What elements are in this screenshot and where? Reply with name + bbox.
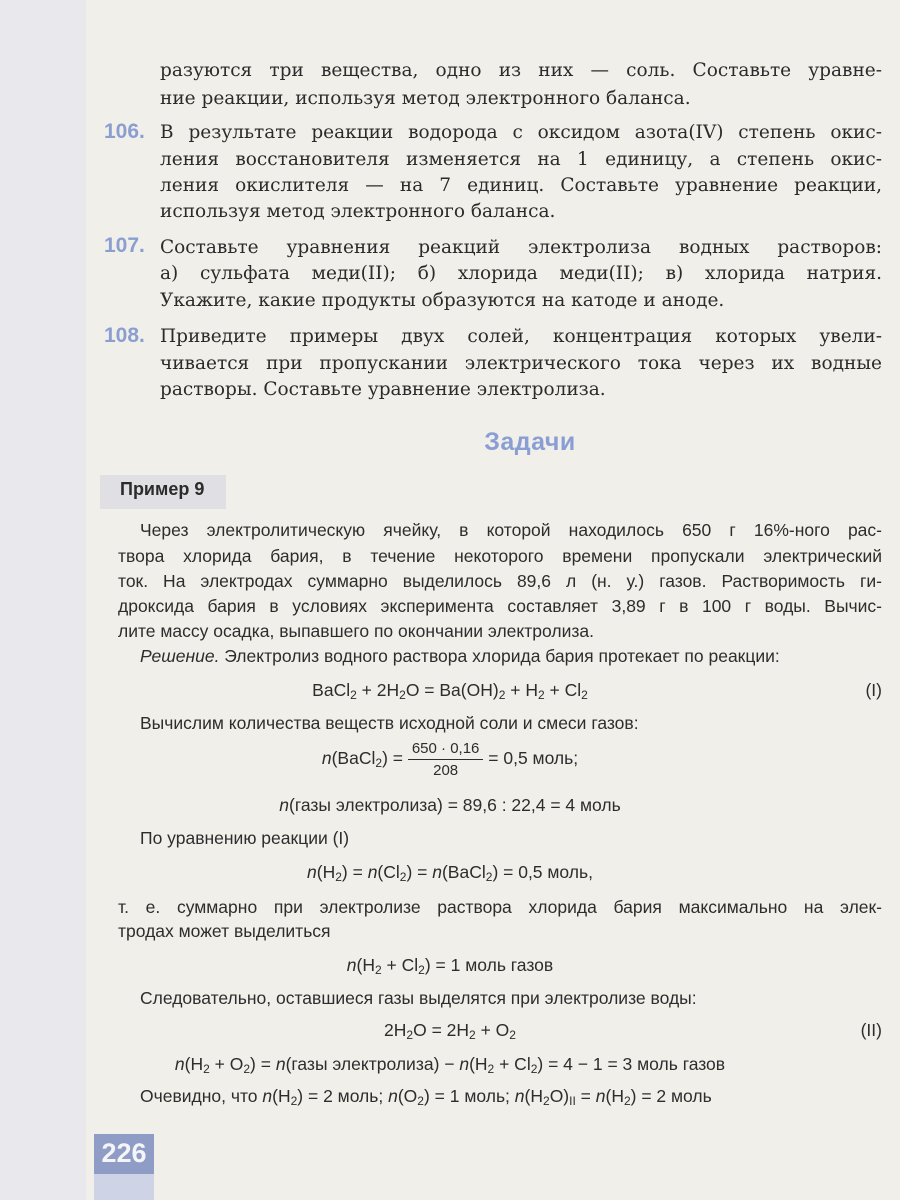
h2o2-formula: $n(H_2 + O_2)$ = n(газы электролиза) − $n(H_2 + Cl_2) = 4 - 1 = 3$ моль газов (174, 1054, 726, 1076)
exercise-number-106: 106. (104, 120, 145, 143)
summary-line-1: т. е. суммарно при электролизе раствора хлорида бария максимально на элек- (118, 897, 882, 917)
equal-moles-result: ) = 0,5 моль, (492, 862, 593, 882)
problem-line-3: ток. На электродах суммарно выделилось 89,6 л (н. у.) газов. Растворимость ги- (118, 571, 882, 591)
ex105-line-2: ние реакции, используя метод электронного баланса. (160, 88, 691, 109)
one-mole-result: ) = 1 моль газов (424, 955, 554, 975)
ex106-line-2: ления восстановителя изменяется на 1 единицу, а степень окис- (160, 149, 882, 170)
ex108-line-1: Приведите примеры двух солей, концентрация которых увели- (160, 326, 882, 347)
ex108-line-3: растворы. Составьте уравнение электролиза. (160, 379, 606, 400)
h2o2-result: ) = 4 − 1 = 3 моль газов (537, 1054, 726, 1074)
problem-line-4: дроксида бария в условиях эксперимента составляет 3,89 г в 100 г воды. Вычис- (118, 596, 882, 616)
ex107-line-3: Укажите, какие продукты образуются на катоде и аноде. (160, 290, 725, 311)
nbacl2-formula: n(BaCl$_2$) = $\frac{650 \cdot 0,16}{208}$ = 0,5 моль; (321, 740, 579, 779)
equation-1: BaCl$_2$ + $2H_2O = Ba(OH)_2 + H_2 + Cl_2$ (312, 680, 588, 702)
gases-formula: n(газы электролиза) = 89,6 : 22,4 = 4 моль (279, 795, 621, 815)
ex106-line-4: используя метод электронного баланса. (160, 201, 556, 222)
one-mole-formula: $n(H_2 + Cl_2) = 1$ моль газов (346, 955, 554, 977)
problem-line-5: лите массу осадка, выпавшего по окончании электролиза. (118, 621, 594, 641)
fraction-numerator: 650 · 0,16 (408, 740, 484, 760)
solution-intro: Электролиз водного раствора хлорида бария протекает по реакции: (219, 646, 780, 666)
solution-label: Решение. (140, 646, 220, 666)
obviously-text: Очевидно, что (140, 1086, 263, 1106)
equation-2: $2H_2O = 2H_2 + O_2$ (384, 1020, 516, 1042)
summary-line-2: тродах может выделиться (118, 921, 331, 941)
section-heading: Задачи (484, 428, 576, 456)
exercise-number-108: 108. (104, 324, 145, 347)
gases-line: (газы электролиза) = 89,6 : 22,4 = 4 моль (289, 795, 621, 815)
example-label: Пример 9 (120, 479, 205, 499)
page-number-strip (94, 1174, 154, 1200)
fraction-result: = 0,5 моль; (483, 748, 579, 769)
ex107-line-1: Составьте уравнения реакций электролиза водных растворов: (160, 237, 882, 258)
ex105-line-1: разуются три вещества, одно из них — соль. Составьте уравне- (160, 60, 882, 81)
equation-1-number: (I) (865, 680, 882, 700)
problem-line-1: Через электролитическую ячейку, в которой находилось 650 г 16%-ного рас- (140, 520, 882, 540)
ex106-line-1: В результате реакции водорода с оксидом азота(IV) степень окис- (160, 122, 882, 143)
ex108-line-2: чивается при пропускании электрического тока через их водные (160, 353, 882, 374)
ex107-line-2: а) сульфата меди(II); б) хлорида меди(II); в) хлорида натрия. (160, 263, 882, 284)
obviously-line: Очевидно, что $n(H_2) = 2$ моль; $n(O_2) = 1$ моль; $n(H_2O)_{II} = n(H_2) = 2$ моль (140, 1086, 712, 1108)
by-equation-text: По уравнению реакции (I) (140, 828, 350, 848)
remaining-gases-text: Следовательно, оставшиеся газы выделятся при электролизе воды: (140, 988, 697, 1008)
equal-moles-formula: $n(H_2) = n(Cl_2)$ = n(BaCl$_2$) = 0,5 моль, (307, 862, 593, 884)
solution-line (140, 646, 882, 667)
page-number: 226 (101, 1138, 147, 1168)
calc-intro: Вычислим количества веществ исходной соли и смеси газов: (140, 713, 639, 733)
problem-line-2: твора хлорида бария, в течение некоторого времени пропускали электрический (118, 546, 882, 566)
equation-2-number: (II) (860, 1020, 882, 1040)
exercise-number-107: 107. (104, 234, 145, 257)
fraction (408, 740, 484, 779)
fraction-denominator: 208 (433, 762, 459, 779)
ex106-line-3: ления окислителя — на 7 единиц. Составьте уравнение реакции, (160, 175, 882, 196)
